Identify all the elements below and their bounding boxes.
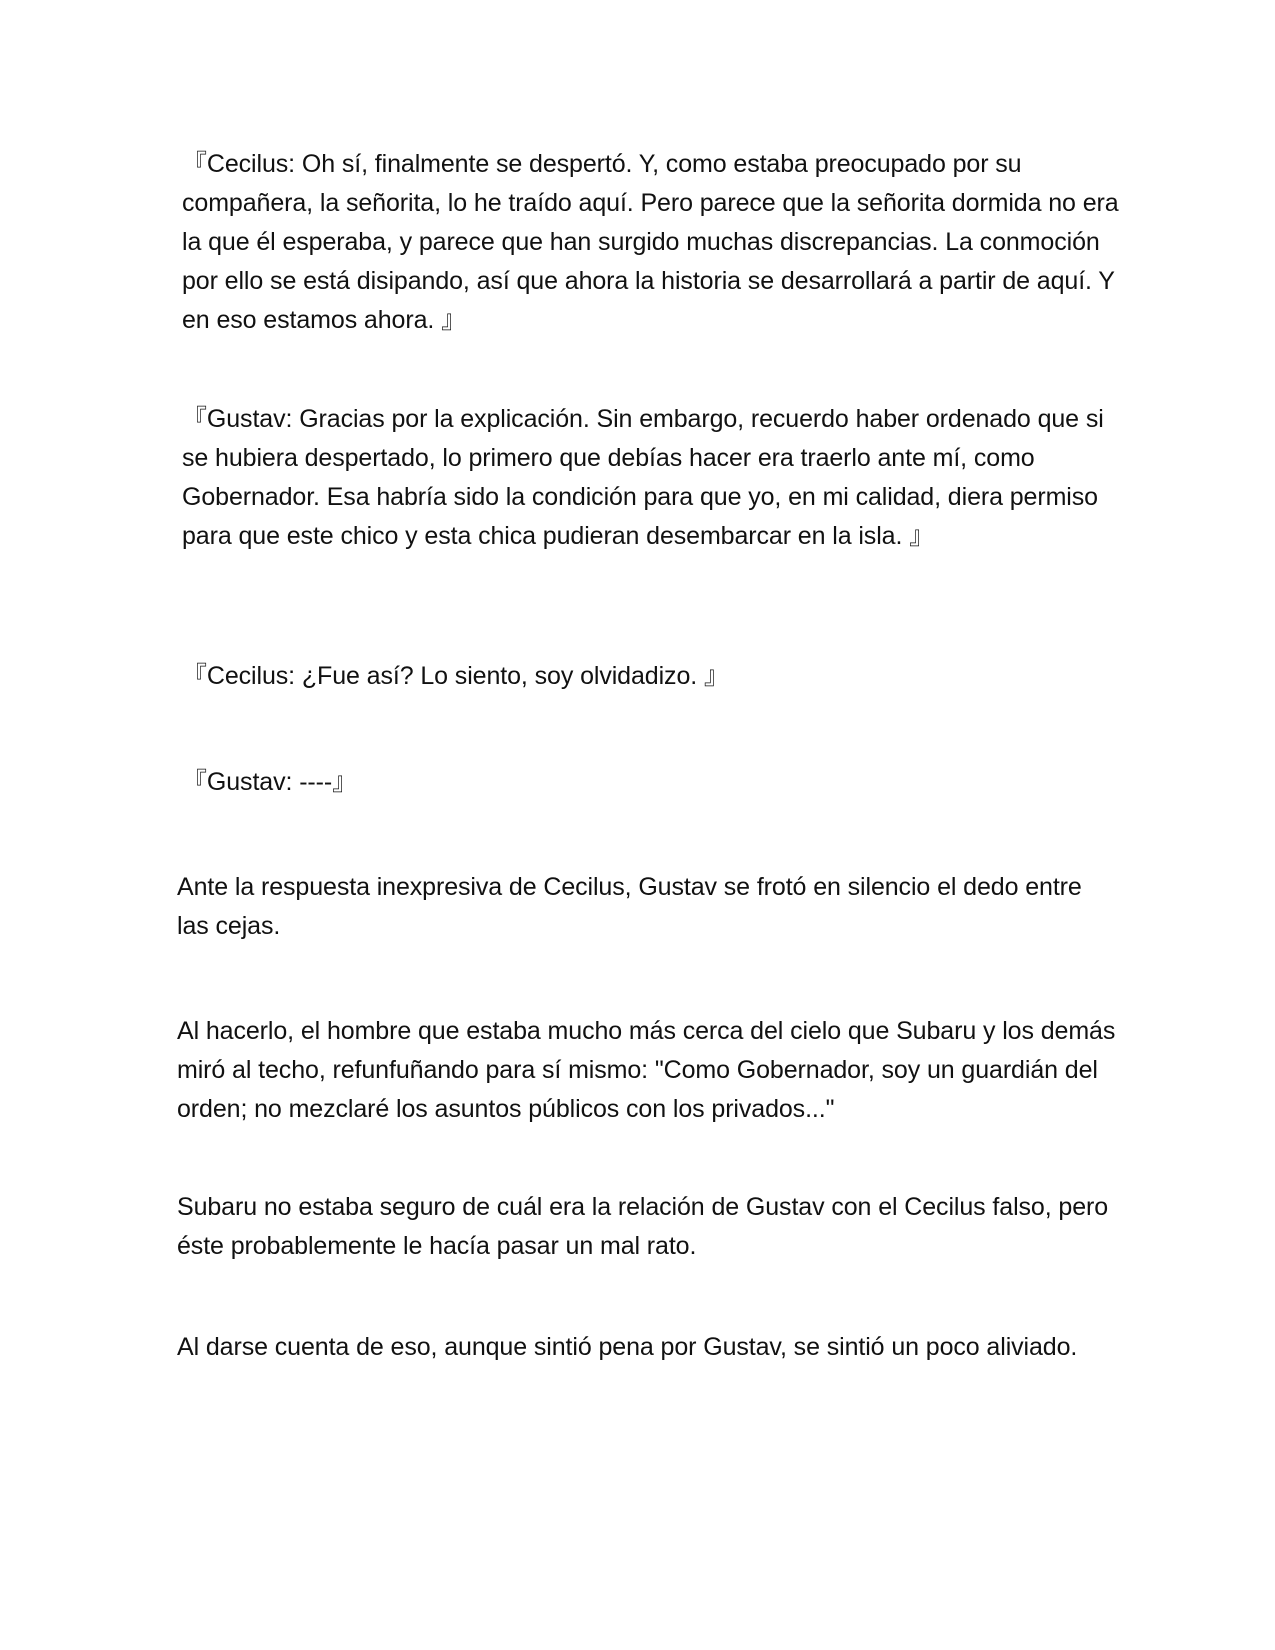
paragraph-gustav-silence: 『Gustav: ----』 — [182, 768, 357, 796]
paragraph-cecilus-explanation: 『Cecilus: Oh sí, finalmente se despertó. Y, como estaba preocupado por su compañera, la señorita, lo he traído aquí. Pero parece que la señorita dormida no era la que él esperaba, y parece que han surgido muchas discrepancias. La conmoción por ello se está disipando, así que ahora la historia se desarrollará a partir de aquí. Y en eso estamos ahora. 』 — [182, 150, 1126, 334]
paragraph-narration-4: Al darse cuenta de eso, aunque sintió pena por Gustav, se sintió un poco aliviado. — [177, 1333, 1078, 1361]
paragraph-narration-1: Ante la respuesta inexpresiva de Cecilus, Gustav se frotó en silencio el dedo entre las cejas. — [177, 873, 1089, 940]
paragraph-gustav-reply: 『Gustav: Gracias por la explicación. Sin embargo, recuerdo haber ordenado que si se hubiera despertado, lo primero que debías hacer era traerlo ante mí, como Gobernador. Esa habría sido la condición para que yo, en mi calidad, diera permiso para que este chico y esta chica pudieran desembarcar en la isla. 』 — [182, 405, 1111, 550]
paragraph-narration-2: Al hacerlo, el hombre que estaba mucho más cerca del cielo que Subaru y los demás miró al techo, refunfuñando para sí mismo: "Como Gobernador, soy un guardián del orden; no mezclaré los asuntos públicos con los privados..." — [177, 1017, 1123, 1123]
paragraph-cecilus-apology: 『Cecilus: ¿Fue así? Lo siento, soy olvidadizo. 』 — [182, 662, 729, 690]
paragraph-narration-3: Subaru no estaba seguro de cuál era la relación de Gustav con el Cecilus falso, pero éste probablemente le hacía pasar un mal rato. — [177, 1193, 1115, 1260]
